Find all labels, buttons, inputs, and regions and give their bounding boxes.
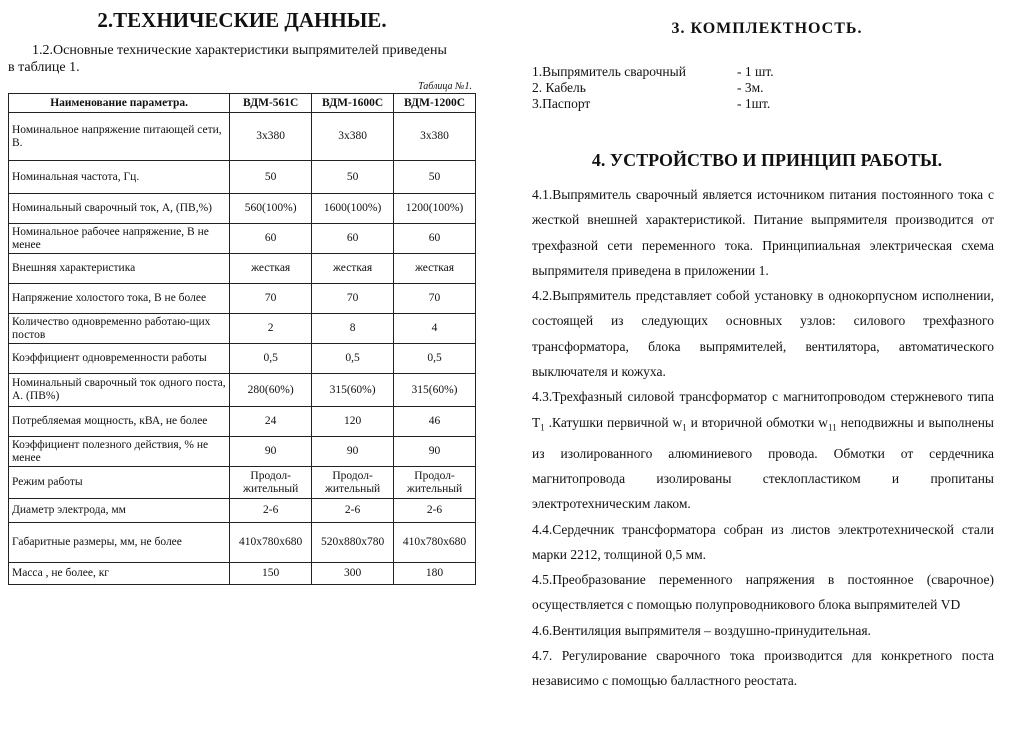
value-cell: 315(60%) xyxy=(312,374,394,407)
section-title-technical-data: 2.ТЕХНИЧЕСКИЕ ДАННЫЕ. xyxy=(97,8,387,32)
value-cell: Продол-жительный xyxy=(394,467,476,499)
value-cell: 50 xyxy=(394,161,476,194)
param-cell: Номинальная частота, Гц. xyxy=(9,161,230,194)
value-cell: 280(60%) xyxy=(230,374,312,407)
kit-item-name: 3.Паспорт xyxy=(532,96,591,111)
value-cell: 2-6 xyxy=(394,499,476,523)
value-cell: 410х780х680 xyxy=(394,523,476,563)
table-row xyxy=(9,314,476,344)
value-cell: 50 xyxy=(230,161,312,194)
table-header-row xyxy=(9,94,476,113)
param-cell: Габаритные размеры, мм, не более xyxy=(9,523,230,563)
table-row xyxy=(9,224,476,254)
value-cell: 300 xyxy=(312,563,394,585)
value-cell: 0,5 xyxy=(394,344,476,374)
param-cell: Коэффициент полезного действия, % не менее xyxy=(9,437,230,467)
list-item xyxy=(532,96,774,112)
value-cell: 3х380 xyxy=(230,113,312,161)
value-cell: 150 xyxy=(230,563,312,585)
value-cell: 70 xyxy=(230,284,312,314)
value-cell: 2 xyxy=(230,314,312,344)
table-row xyxy=(9,523,476,563)
value-cell: 60 xyxy=(230,224,312,254)
param-cell: Номинальный сварочный ток, А, (ПВ,%) xyxy=(9,194,230,224)
value-cell: 70 xyxy=(394,284,476,314)
value-cell: Продол-жительный xyxy=(230,467,312,499)
paragraph-4-4: 4.4.Сердечник трансформатора собран из листов электротехнической стали марки 2212, толщиной 0,5 мм. xyxy=(532,521,994,562)
table-row xyxy=(9,194,476,224)
p43-text-d: неподвижны и выполнены из изолированного алюминиевого провода. Обмотки от сердечника магнитопровода изолированы стеклопластиком и пропитаны электротехническим лаком. xyxy=(532,414,995,512)
value-cell: 24 xyxy=(230,407,312,437)
param-cell: Номинальный сварочный ток одного поста, А. (ПВ%) xyxy=(9,374,230,407)
p43-text-a: 4.3.Трехфазный силовой трансформатор с магнитопроводом стержневого типа Т xyxy=(532,389,994,430)
value-cell: 520х880х780 xyxy=(312,523,394,563)
intro-line-1: 1.2.Основные технические характеристики выпрямителей приведены xyxy=(32,43,447,58)
value-cell: 1600(100%) xyxy=(312,194,394,224)
list-item xyxy=(532,80,774,96)
kit-list xyxy=(532,64,774,112)
header-vdm-1200c: ВДМ-1200С xyxy=(394,94,476,113)
paragraph-4-6: 4.6.Вентиляция выпрямителя – воздушно-принудительная. xyxy=(532,622,871,638)
kit-item-name: 1.Выпрямитель сварочный xyxy=(532,64,686,79)
table-row xyxy=(9,284,476,314)
param-cell: Потребляемая мощность, кВА, не более xyxy=(9,407,230,437)
value-cell: 1200(100%) xyxy=(394,194,476,224)
param-cell: Внешняя характеристика xyxy=(9,254,230,284)
value-cell: жесткая xyxy=(230,254,312,284)
header-vdm-1600c: ВДМ-1600С xyxy=(312,94,394,113)
kit-item-qty: - 3м. xyxy=(737,80,764,95)
p43-text-b: .Катушки первичной w xyxy=(544,414,683,430)
value-cell: 90 xyxy=(312,437,394,467)
value-cell: 0,5 xyxy=(230,344,312,374)
param-cell: Количество одновременно работаю-щих постов xyxy=(9,314,230,344)
table-caption: Таблица №1. xyxy=(418,81,472,92)
value-cell: 8 xyxy=(312,314,394,344)
kit-item-qty: - 1шт. xyxy=(737,96,771,111)
table-row xyxy=(9,344,476,374)
p43-sub-3: 11 xyxy=(828,422,837,433)
value-cell: 315(60%) xyxy=(394,374,476,407)
table-row xyxy=(9,113,476,161)
paragraph-4-1: 4.1.Выпрямитель сварочный является источником питания постоянного тока с жесткой внешней характеристикой. Питание выпрямителя производится от трехфазной сети переменного тока. Принципиальная электрическая схема выпрямителя приведена в приложении 1. xyxy=(532,187,994,278)
value-cell: 90 xyxy=(394,437,476,467)
value-cell: 3х380 xyxy=(312,113,394,161)
param-cell: Номинальное рабочее напряжение, В не менее xyxy=(9,224,230,254)
value-cell: 120 xyxy=(312,407,394,437)
list-item xyxy=(532,64,774,80)
kit-item-qty: - 1 шт. xyxy=(737,64,774,79)
kit-item-name: 2. Кабель xyxy=(532,80,586,95)
p43-sub-1: 1 xyxy=(540,422,545,433)
value-cell: 46 xyxy=(394,407,476,437)
value-cell: 4 xyxy=(394,314,476,344)
header-vdm-561c: ВДМ-561С xyxy=(230,94,312,113)
param-cell: Номинальное напряжение питающей сети, В. xyxy=(9,113,230,161)
paragraph-4-2: 4.2.Выпрямитель представляет собой установку в однокорпусном исполнении, состоящей из следующих основных узлов: силового трехфазного трансформатора, блока выпрямителей, вентилятора, автоматического выключателя и кожуха. xyxy=(532,288,994,380)
p43-text-c: и вторичной обмотки w xyxy=(686,414,829,430)
value-cell: жесткая xyxy=(312,254,394,284)
table-row xyxy=(9,467,476,499)
section-title-device: 4. УСТРОЙСТВО И ПРИНЦИП РАБОТЫ. xyxy=(591,150,943,170)
param-cell: Режим работы xyxy=(9,467,230,499)
paragraph-4-7: 4.7. Регулирование сварочного тока производится для конкретного поста независимо с помощью балластного реостата. xyxy=(532,648,994,689)
header-param: Наименование параметра. xyxy=(9,94,230,113)
value-cell: Продол-жительный xyxy=(312,467,394,499)
value-cell: 0,5 xyxy=(312,344,394,374)
value-cell: 180 xyxy=(394,563,476,585)
param-cell: Масса , не более, кг xyxy=(9,563,230,585)
p43-sub-2: 1 xyxy=(682,422,687,433)
value-cell: 60 xyxy=(312,224,394,254)
value-cell: 70 xyxy=(312,284,394,314)
value-cell: 3х380 xyxy=(394,113,476,161)
table-row xyxy=(9,563,476,585)
value-cell: жесткая xyxy=(394,254,476,284)
section-title-kit: 3. КОМПЛЕКТНОСТЬ. xyxy=(671,20,863,37)
device-description xyxy=(532,182,994,694)
intro-line-2: в таблице 1. xyxy=(8,60,80,75)
param-cell: Коэффициент одновременности работы xyxy=(9,344,230,374)
table-row xyxy=(9,499,476,523)
value-cell: 90 xyxy=(230,437,312,467)
value-cell: 2-6 xyxy=(230,499,312,523)
value-cell: 410х780х680 xyxy=(230,523,312,563)
param-cell: Диаметр электрода, мм xyxy=(9,499,230,523)
value-cell: 560(100%) xyxy=(230,194,312,224)
value-cell: 2-6 xyxy=(312,499,394,523)
intro-text xyxy=(8,42,476,76)
value-cell: 50 xyxy=(312,161,394,194)
table-row xyxy=(9,407,476,437)
value-cell: 60 xyxy=(394,224,476,254)
table-row xyxy=(9,374,476,407)
table-row xyxy=(9,161,476,194)
paragraph-4-5: 4.5.Преобразование переменного напряжения в постоянное (сварочное) осуществляется с помощью полупроводникового блока выпрямителей VD xyxy=(532,572,994,613)
table-row xyxy=(9,254,476,284)
param-cell: Напряжение холостого тока, В не более xyxy=(9,284,230,314)
table-row xyxy=(9,437,476,467)
paragraph-4-3 xyxy=(532,384,994,516)
specs-table xyxy=(8,93,476,585)
